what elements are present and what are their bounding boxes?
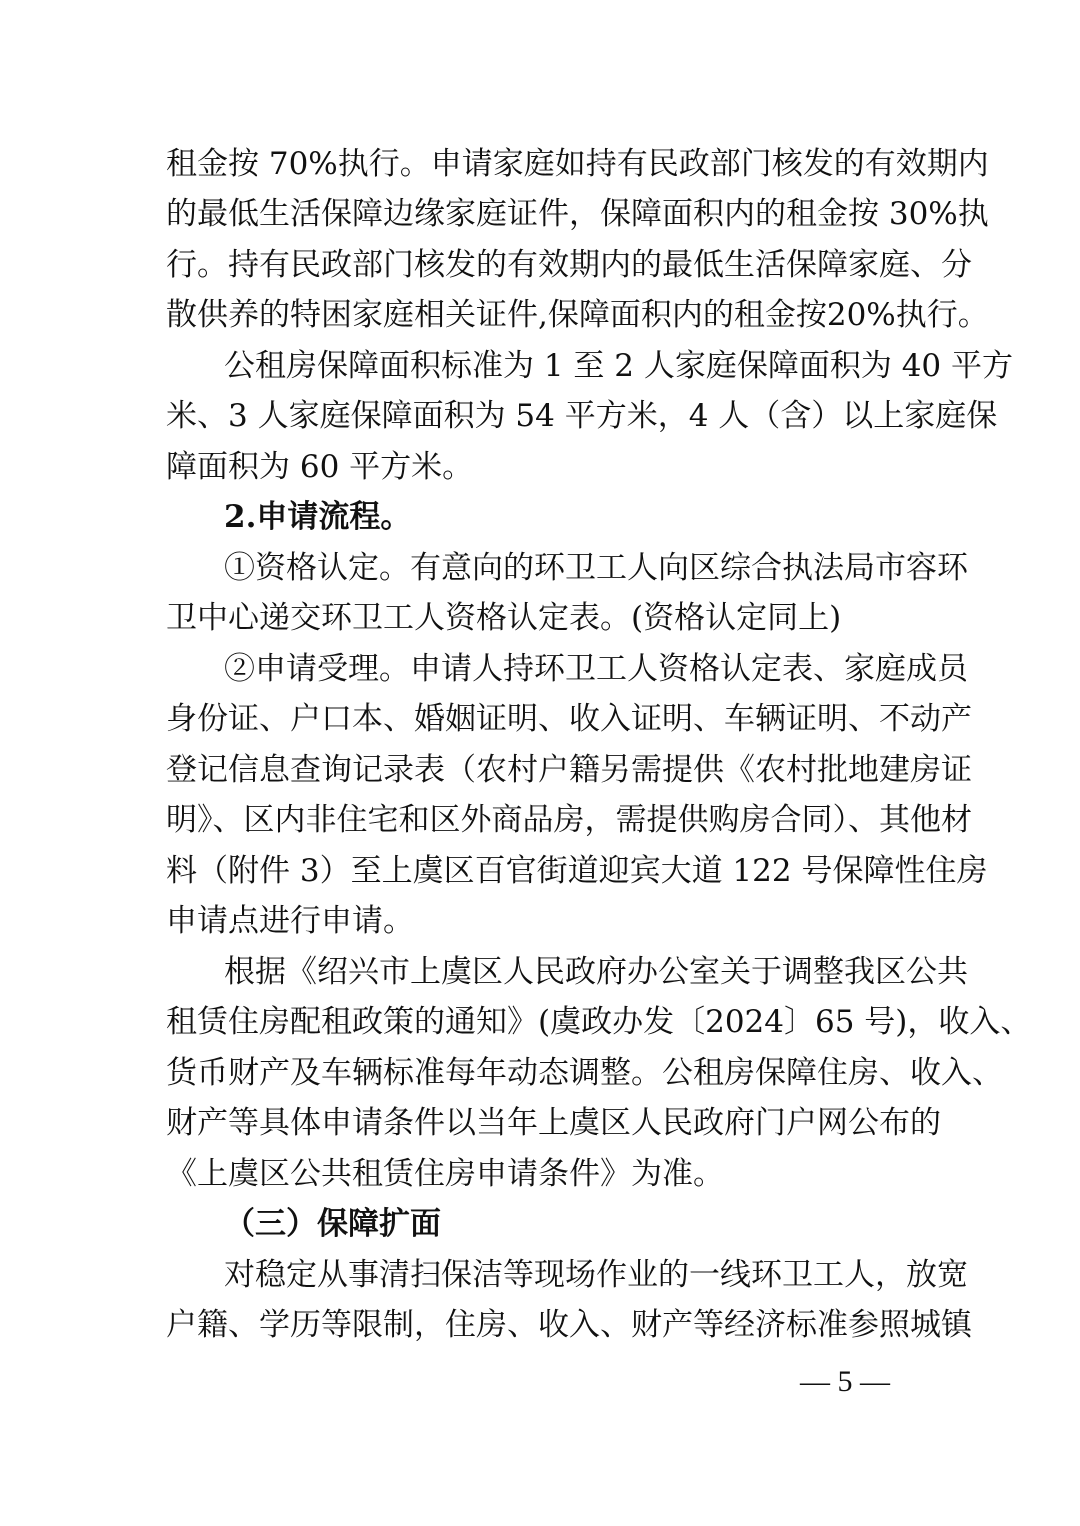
text-line: 对稳定从事清扫保洁等现场作业的一线环卫工人，放宽 xyxy=(224,1257,968,1293)
page-number: — 5 — xyxy=(800,1365,890,1398)
text-line: 租赁住房配租政策的通知》(虞政办发〔2024〕65 号)，收入、 xyxy=(166,1004,1032,1040)
text-line: 公租房保障面积标准为 1 至 2 人家庭保障面积为 40 平方 xyxy=(224,348,1014,384)
text-line: 申请点进行申请。 xyxy=(166,903,414,939)
section-heading: （三）保障扩面 xyxy=(224,1206,441,1242)
text-line: 料（附件 3）至上虞区百官街道迎宾大道 122 号保障性住房 xyxy=(166,853,988,889)
text-line: ②申请受理。申请人持环卫工人资格认定表、家庭成员 xyxy=(224,651,968,687)
text-line: 根据《绍兴市上虞区人民政府办公室关于调整我区公共 xyxy=(224,954,968,990)
text-line: 卫中心递交环卫工人资格认定表。(资格认定同上) xyxy=(166,600,842,636)
text-line: 登记信息查询记录表（农村户籍另需提供《农村批地建房证 xyxy=(166,752,972,788)
text-line: 身份证、户口本、婚姻证明、收入证明、车辆证明、不动产 xyxy=(166,701,972,737)
text-line: 障面积为 60 平方米。 xyxy=(166,449,474,485)
text-line: 财产等具体申请条件以当年上虞区人民政府门户网公布的 xyxy=(166,1105,941,1141)
text-line: 货币财产及车辆标准每年动态调整。公租房保障住房、收入、 xyxy=(166,1055,1003,1091)
text-line: 租金按 70%执行。申请家庭如持有民政部门核发的有效期内 xyxy=(166,146,989,182)
text-line: ①资格认定。有意向的环卫工人向区综合执法局市容环 xyxy=(224,550,968,586)
text-line: 米、3 人家庭保障面积为 54 平方米，4 人（含）以上家庭保 xyxy=(166,398,998,434)
text-line: 散供养的特困家庭相关证件,保障面积内的租金按20%执行。 xyxy=(166,297,989,333)
text-line: 《上虞区公共租赁住房申请条件》为准。 xyxy=(166,1156,724,1192)
section-heading: 2.申请流程。 xyxy=(224,499,412,535)
text-line: 行。持有民政部门核发的有效期内的最低生活保障家庭、分 xyxy=(166,247,972,283)
text-line: 的最低生活保障边缘家庭证件，保障面积内的租金按 30%执 xyxy=(166,196,989,232)
text-line: 明》、区内非住宅和区外商品房，需提供购房合同）、其他材 xyxy=(166,802,972,838)
text-line: 户籍、学历等限制，住房、收入、财产等经济标准参照城镇 xyxy=(166,1307,972,1343)
